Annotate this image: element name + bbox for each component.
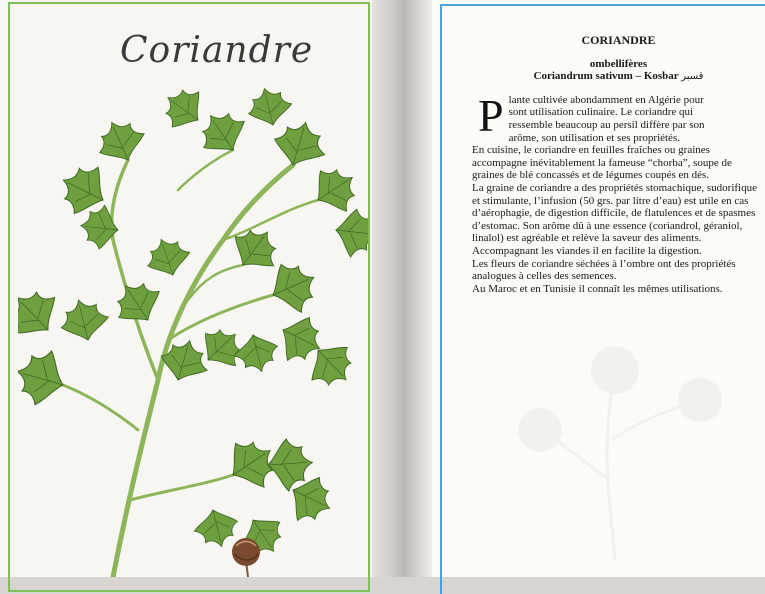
intro-line: arôme, son utilisation et ses propriétés. <box>508 131 680 144</box>
paragraph-cuisine: En cuisine, le coriandre en feuilles fraîches ou graines accompagne inévitablement la fameuse “chorba”, soupe de graines de blé concassés et de légumes coupés en dés. <box>472 144 732 182</box>
article-text <box>472 34 765 295</box>
book-gutter <box>372 0 434 577</box>
intro-line: ressemble beaucoup au persil diffère par son <box>508 118 705 131</box>
leaves <box>18 80 368 563</box>
coriander-illustration <box>18 80 368 577</box>
intro-line: lante cultivée abondamment en Algérie pour <box>508 93 704 106</box>
page-title: Coriandre <box>120 30 314 71</box>
paragraph-properties: La graine de coriandre a des propriétés stomachique, sudorifique et stimulante, l’infusion (50 grs. par litre d’eau) est utile en cas d’aérophagie, de digestion difficile, de flatulences et de spasmes d’estomac. Son arôme dû à une essence (coriandrol, géraniol, linalol) est agréable et relève la saveur des aliments. Accompagnant les viandes il en facilite la digestion. <box>472 181 757 257</box>
drop-cap: P <box>478 89 504 141</box>
article-heading: CORIANDRE <box>581 33 656 47</box>
coriander-seed-illustration <box>232 538 260 577</box>
paragraph-flowers: Les fleurs de coriandre séchées à l’ombre ont des propriétés analogues à celles des semences. <box>472 257 736 283</box>
paragraph-maghreb: Au Maroc et en Tunisie il connaît les mêmes utilisations. <box>472 282 723 295</box>
arabic-name: قسبر <box>681 71 704 83</box>
plant-family: ombellifères <box>589 57 648 70</box>
intro-paragraph <box>472 89 765 144</box>
latin-name: Coriandrum sativum – Kosbar <box>533 70 679 83</box>
faded-sprig-illustration <box>500 330 730 560</box>
latin-name-line <box>472 70 765 84</box>
intro-line: sont utilisation culinaire. Le coriandre qui <box>508 106 694 119</box>
